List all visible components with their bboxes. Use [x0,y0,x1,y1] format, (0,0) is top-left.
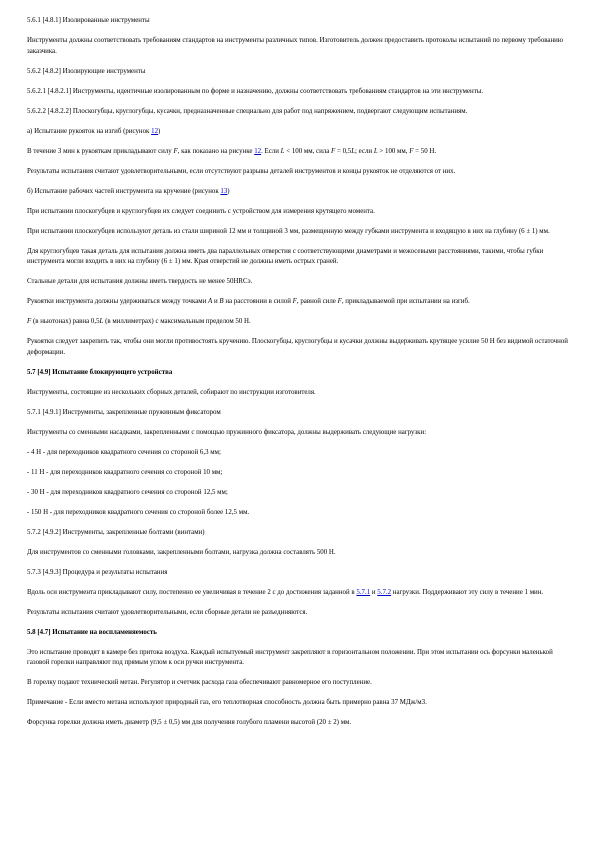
paragraph-s573-result [27,608,572,619]
text-run: Инструменты со сменными насадками, закрепленными с помощью пружинного фиксатора, должны выдерживать следующие нагрузки: [27,428,427,436]
text-run: В горелку подают технический метан. Регулятор и счетчик расхода газа обеспечивают равномерное его поступление. [27,679,372,686]
cross-reference-link[interactable]: 13 [220,187,228,195]
variable-symbol: L [280,147,285,155]
text-run: ; если [355,147,374,155]
paragraph-a-body [27,147,572,158]
text-run: > 100 мм, [377,147,410,155]
text-run: = 0,5 [335,147,352,155]
paragraph-b-p7 [27,337,572,358]
paragraph-s58-p1 [27,648,572,669]
variable-symbol: A [208,298,213,305]
text-run: , равной силе [296,298,338,305]
paragraph-s58-p3 [27,698,572,709]
text-run: Рукоятки следует закрепить так, чтобы они могли противостоять кручению. Плоскогубцы, круглогубцы и кусачки должны выдерживать крутящее усилие 50 Н без видимой остаточной деформации. [27,338,568,356]
text-run: 5.7.1 [4.9.1] Инструменты, закрепленные пружинным фиксатором [27,408,221,416]
text-run: - 30 Н - для переходников квадратного сечения со стороной 12,5 мм; [27,488,228,496]
text-run: 5.7.2 [4.9.2] Инструменты, закрепленные болтами (винтами) [27,528,205,536]
text-run: Инструменты, состоящие из нескольких сборных деталей, собирают по инструкции изготовителя. [27,388,316,396]
paragraph-list-2 [27,468,572,479]
text-run: б) Испытание рабочих частей инструмента на кручение (рисунок [27,187,221,195]
text-run: , как показано на рисунке [177,147,255,155]
text-run: и [212,298,220,305]
text-run: и [370,588,378,596]
variable-symbol: L [351,147,356,155]
paragraph-s561-heading [27,16,572,27]
text-run: Примечание - Если вместо метана используют природный газ, его теплотворная способность должна быть примерно равна 37 МДж/м3. [27,699,427,706]
text-run: Это испытание проводят в камере без притока воздуха. Каждый испытуемый инструмент закрепляют в горизонтальном положении. При этом испытании ось форсунки маленькой газовой горелки направляют под прямым углом к оси ручки инструмента. [27,648,553,666]
text-run: , прикладываемой при испытании на изгиб. [341,298,470,305]
paragraph-s573-heading [27,568,572,579]
paragraph-b-p3 [27,247,572,268]
text-run: 5.6.2.2 [4.8.2.2] Плоскогубцы, круглогубцы, кусачки, предназначенные специально для работ под напряжением, подвергают следующим испытаниям. [27,107,468,115]
text-run: . Если [261,147,281,155]
text-run: Вдоль оси инструмента прикладывают силу, постепенно ее увеличивая в течение 2 с до достижения заданной в [27,588,357,596]
paragraph-b-heading [27,187,572,198]
variable-symbol: B [219,298,224,305]
text-run: Инструменты должны соответствовать требованиям стандартов на инструменты различных типов. Изготовитель должен предоставить протоколы испытаний по первому требованию заказчика. [27,37,564,55]
variable-symbol: L [99,318,104,325]
text-run: = 50 Н. [413,147,437,155]
cross-reference-link[interactable]: 12 [254,147,262,155]
text-run: 5.8 [4.7] Испытание на воспламеняемость [27,628,157,636]
text-run: Форсунка горелки должна иметь диаметр (9,5 ± 0,5) мм для получения голубого пламени высотой (20 ± 2) мм. [27,719,352,726]
variable-symbol: L [373,147,378,155]
text-run: - 150 Н - для переходников квадратного сечения со стороной более 12,5 мм. [27,508,250,516]
text-run: нагрузки. Поддерживают эту силу в течение 1 мин. [391,588,544,596]
text-run: 5.6.1 [4.8.1] Изолированные инструменты [27,17,150,24]
paragraph-s572-body [27,548,572,559]
paragraph-s58-p2 [27,678,572,689]
paragraph-s561-body [27,36,572,57]
text-run: ) [227,187,230,195]
paragraph-list-1 [27,448,572,459]
paragraph-s571-body [27,428,572,439]
text-run: - 11 Н - для переходников квадратного сечения со стороной 10 мм; [27,468,223,476]
cross-reference-link[interactable]: 5.7.1 [356,588,371,596]
text-run: Рукоятки инструмента должны удерживаться между точками [27,298,209,305]
text-run: Результаты испытания считают удовлетворительными, если сборные детали не разъединяются. [27,608,308,616]
text-run: - 4 Н - для переходников квадратного сечения со стороной 6,3 мм; [27,448,221,456]
variable-symbol: F [331,147,336,155]
paragraph-s58-p4 [27,718,572,729]
variable-symbol: F [409,147,414,155]
cross-reference-link[interactable]: 12 [151,127,159,135]
text-run: Для круглогубцев такая деталь для испытания должна иметь два параллельных отверстия с соответствующими диаметрами и межосевыми расстояниями, такими, чтобы губки инструмента могли входить в них на глубину (6 ± 1) мм. Края отверстий не должны иметь острых граней. [27,247,544,265]
text-run: а) Испытание рукояток на изгиб (рисунок [27,127,152,135]
cross-reference-link[interactable]: 5.7.2 [377,588,392,596]
paragraph-s571-heading [27,408,572,419]
paragraph-a-result [27,167,572,178]
paragraph-s58-heading [27,628,572,639]
text-run: Стальные детали для испытания должны иметь твердость не менее 50HRCэ. [27,278,253,285]
text-run: (в ньютонах) равна 0,5 [31,318,100,325]
text-run: 5.7.3 [4.9.3] Процедура и результаты испытания [27,568,168,576]
paragraph-s57-body [27,388,572,399]
variable-symbol: F [292,298,297,305]
paragraph-s5622-body [27,107,572,118]
text-run: При испытании плоскогубцев и круглогубцев их следует соединить с устройством для измерения крутящего момента. [27,207,375,215]
paragraph-s562-heading [27,67,572,78]
document-page [27,16,572,738]
text-run: В течение 3 мин к рукояткам прикладывают силу [27,147,174,155]
paragraph-s57-heading [27,368,572,379]
paragraph-s572-heading [27,528,572,539]
paragraph-list-4 [27,508,572,519]
paragraph-a-heading [27,127,572,138]
paragraph-b-p2 [27,227,572,238]
paragraph-list-3 [27,488,572,499]
text-run: 5.7 [4.9] Испытание блокирующего устройства [27,368,173,376]
text-run: < 100 мм, сила [284,147,332,155]
text-run: Результаты испытания считают удовлетворительными, если отсутствуют разрывы деталей инструментов и концы рукояток не отделяются от них. [27,167,456,175]
variable-symbol: F [173,147,178,155]
paragraph-b-p6 [27,317,572,328]
paragraph-b-p5 [27,297,572,308]
text-run: 5.6.2 [4.8.2] Изолирующие инструменты [27,67,146,75]
text-run: (в миллиметрах) с максимальным пределом 50 Н. [103,318,251,325]
paragraph-b-p4 [27,277,572,288]
paragraph-s573-body [27,588,572,599]
text-run: ) [158,127,161,135]
paragraph-b-p1 [27,207,572,218]
paragraph-s5621-body [27,87,572,98]
variable-symbol: F [337,298,342,305]
text-run: При испытании плоскогубцев используют деталь из стали шириной 12 мм и толщиной 3 мм, размещенную между губками инструмента и входящую в них на глубину (6 ± 1) мм. [27,227,550,235]
text-run: 5.6.2.1 [4.8.2.1] Инструменты, идентичные изолированным по форме и назначению, должны соответствовать требованиям стандартов на эти инструменты. [27,87,484,95]
text-run: Для инструментов со сменными головками, закрепленными болтами, нагрузка должна составлять 500 Н. [27,548,336,556]
variable-symbol: F [27,318,32,325]
text-run: на расстоянии в силой [223,298,293,305]
